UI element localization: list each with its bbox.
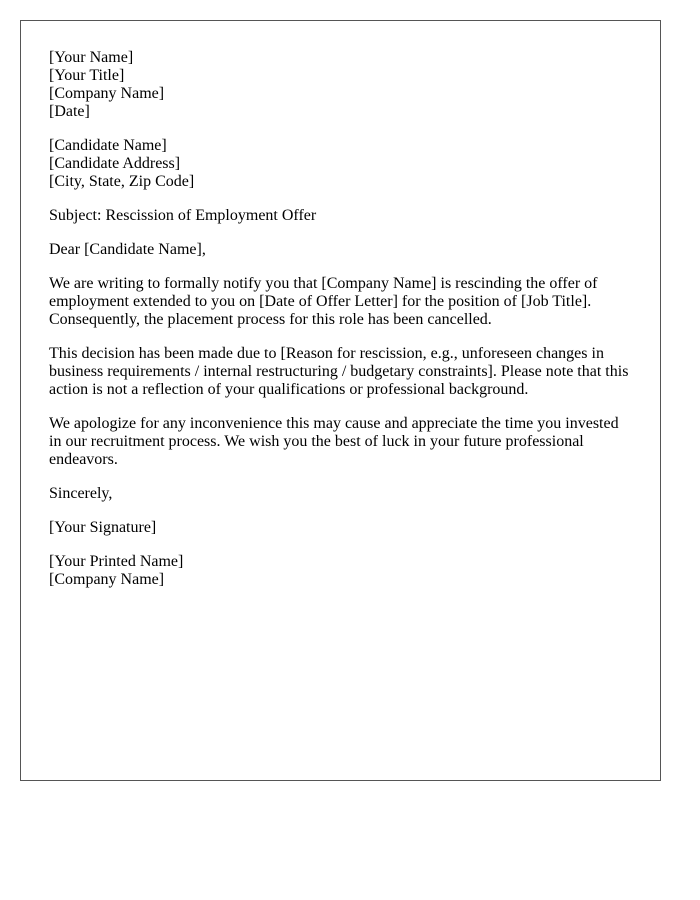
subject-line: Subject: Rescission of Employment Offer	[49, 207, 317, 224]
recipient-block	[49, 137, 640, 191]
sender-block	[49, 49, 640, 121]
signature: [Your Signature]	[49, 519, 157, 536]
sender-name: [Your Name]	[49, 49, 134, 66]
text-line: endeavors.	[49, 451, 118, 468]
sender-company: [Company Name]	[49, 85, 165, 102]
letter-body	[49, 49, 640, 605]
letter-date: [Date]	[49, 103, 90, 120]
signoff-block	[49, 553, 640, 589]
recipient-address: [Candidate Address]	[49, 155, 181, 172]
text-line: This decision has been made due to [Reason for rescission, e.g., unforeseen changes in	[49, 345, 604, 362]
salutation: Dear [Candidate Name],	[49, 241, 206, 258]
printed-name: [Your Printed Name]	[49, 553, 184, 570]
body-paragraph-1	[49, 275, 640, 329]
recipient-city: [City, State, Zip Code]	[49, 173, 195, 190]
text-line: We apologize for any inconvenience this may cause and appreciate the time you invested	[49, 415, 619, 432]
closing: Sincerely,	[49, 485, 113, 502]
signoff-company: [Company Name]	[49, 571, 165, 588]
recipient-name: [Candidate Name]	[49, 137, 167, 154]
body-paragraph-3	[49, 415, 640, 469]
text-line: in our recruitment process. We wish you the best of luck in your future professional	[49, 433, 584, 450]
text-line: business requirements / internal restructuring / budgetary constraints]. Please note that this	[49, 363, 629, 380]
text-line: Consequently, the placement process for this role has been cancelled.	[49, 311, 492, 328]
text-line: We are writing to formally notify you that [Company Name] is rescinding the offer of	[49, 275, 598, 292]
sender-title: [Your Title]	[49, 67, 125, 84]
letter-page	[20, 20, 661, 781]
body-paragraph-2	[49, 345, 640, 399]
text-line: action is not a reflection of your qualifications or professional background.	[49, 381, 529, 398]
text-line: employment extended to you on [Date of Offer Letter] for the position of [Job Title].	[49, 293, 592, 310]
